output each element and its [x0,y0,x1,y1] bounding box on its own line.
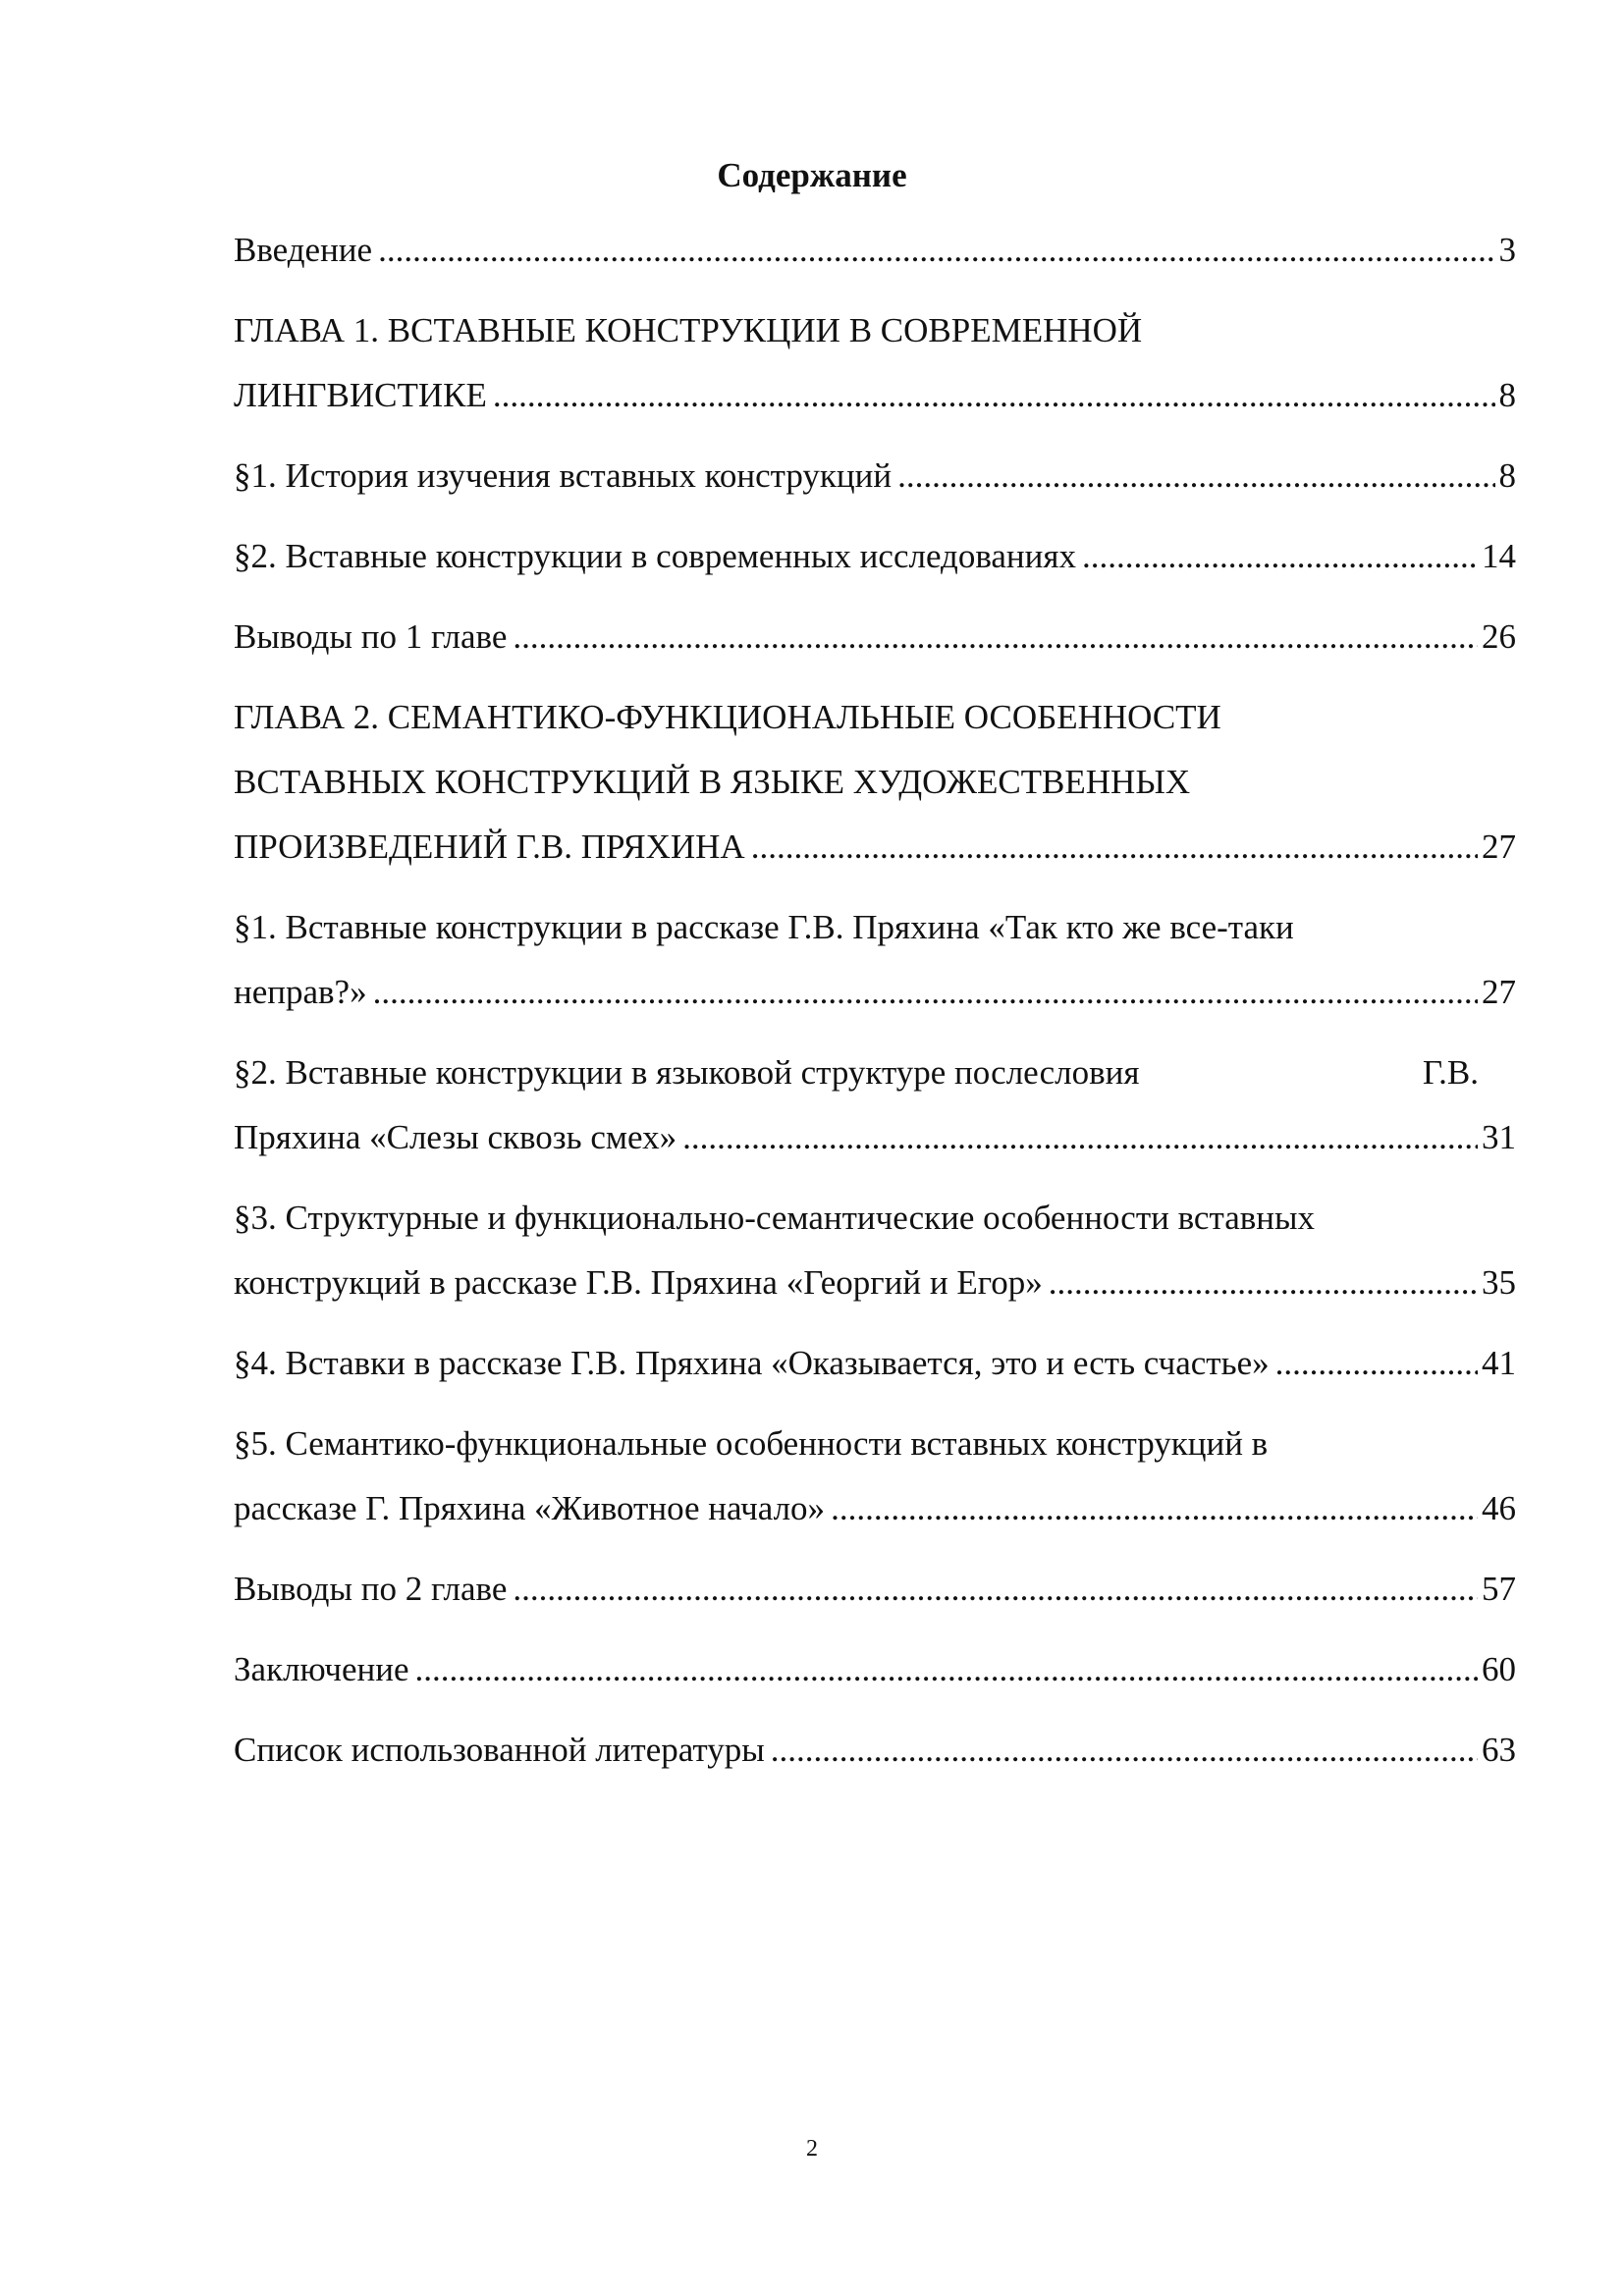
dot-leader [493,363,1495,428]
dot-leader [513,1557,1478,1622]
dot-leader [373,960,1478,1025]
toc-entry [234,298,1516,428]
toc-entry [234,1041,1516,1170]
toc-entry-final-line [234,605,1516,669]
toc-entry-line-start: §2. Вставные конструкции в языковой структуре послесловия [234,1053,1140,1092]
toc-page-number: 57 [1482,1570,1516,1608]
toc-entry-text: Пряхина «Слезы сквозь смех» [234,1118,677,1156]
toc-entry-line [234,1041,1516,1105]
toc-page-number: 8 [1498,456,1516,495]
toc-entry [234,605,1516,669]
toc-entry-final-line [234,444,1516,508]
toc-entry-text: Выводы по 2 главе [234,1570,508,1608]
table-of-contents [234,218,1516,1798]
toc-entry [234,685,1516,880]
toc-entry [234,444,1516,508]
toc-entry-text: §4. Вставки в рассказе Г.В. Пряхина «Оказывается, это и есть счастье» [234,1344,1270,1382]
toc-entry-line: ГЛАВА 1. ВСТАВНЫЕ КОНСТРУКЦИИ В СОВРЕМЕННОЙ [234,311,1143,349]
dot-leader [1275,1331,1478,1396]
toc-entry-line: ВСТАВНЫХ КОНСТРУКЦИЙ В ЯЗЫКЕ ХУДОЖЕСТВЕННЫХ [234,763,1191,801]
toc-entry [234,1718,1516,1783]
toc-page-number: 35 [1482,1263,1516,1302]
dot-leader [897,444,1494,508]
toc-entry-text: Выводы по 1 главе [234,617,508,656]
toc-page-number: 46 [1482,1489,1516,1527]
dot-leader [378,218,1494,283]
toc-entry-text: ЛИНГВИСТИКЕ [234,376,487,414]
toc-entry-final-line [234,1105,1516,1170]
toc-page-number: 41 [1482,1344,1516,1382]
dot-leader [831,1476,1478,1541]
toc-entry-text: Список использованной литературы [234,1731,765,1769]
toc-page-number: 60 [1482,1650,1516,1688]
toc-entry-text: §2. Вставные конструкции в современных исследованиях [234,537,1076,575]
toc-page-number: 8 [1498,376,1516,414]
toc-entry [234,1186,1516,1315]
toc-entry-line-end: Г.В. [1422,1053,1479,1092]
toc-entry-final-line [234,524,1516,589]
toc-entry-final-line [234,1251,1516,1315]
page-title: Содержание [717,156,907,194]
toc-entry-final-line [234,1557,1516,1622]
toc-entry-final-line [234,960,1516,1025]
dot-leader [1049,1251,1478,1315]
toc-page-number: 63 [1482,1731,1516,1769]
toc-entry-text: Заключение [234,1650,409,1688]
toc-entry [234,1331,1516,1396]
toc-entry-final-line [234,218,1516,283]
dot-leader [513,605,1478,669]
toc-entry-final-line [234,1331,1516,1396]
toc-entry-final-line [234,363,1516,428]
toc-entry-text: неправ?» [234,973,367,1011]
toc-entry-final-line [234,1637,1516,1702]
toc-entry-text: §1. История изучения вставных конструкций [234,456,893,495]
toc-page-number: 31 [1482,1118,1516,1156]
toc-entry-text: Введение [234,231,373,269]
toc-entry [234,524,1516,589]
toc-page-number: 27 [1482,973,1516,1011]
toc-page-number: 27 [1482,828,1516,866]
toc-page-number: 14 [1482,537,1516,575]
dot-leader [1082,524,1478,589]
toc-entry-final-line [234,1718,1516,1783]
dot-leader [682,1105,1478,1170]
toc-entry-final-line [234,1476,1516,1541]
toc-entry-line: §1. Вставные конструкции в рассказе Г.В. Пряхина «Так кто же все-таки [234,908,1294,946]
toc-entry-text: ПРОИЗВЕДЕНИЙ Г.В. ПРЯХИНА [234,828,745,866]
toc-entry-line: §5. Семантико-функциональные особенности вставных конструкций в [234,1424,1269,1463]
toc-page-number: 3 [1498,231,1516,269]
toc-entry-text: рассказе Г. Пряхина «Животное начало» [234,1489,826,1527]
toc-entry [234,218,1516,283]
toc-page-number: 26 [1482,617,1516,656]
toc-entry-text: конструкций в рассказе Г.В. Пряхина «Георгий и Егор» [234,1263,1043,1302]
page-number: 2 [806,2136,818,2162]
toc-entry [234,1412,1516,1541]
dot-leader [771,1718,1478,1783]
dot-leader [751,815,1478,880]
toc-entry-line: ГЛАВА 2. СЕМАНТИКО-ФУНКЦИОНАЛЬНЫЕ ОСОБЕННОСТИ [234,698,1221,736]
toc-entry [234,1557,1516,1622]
toc-entry [234,895,1516,1025]
toc-entry-final-line [234,815,1516,880]
dot-leader [415,1637,1479,1702]
toc-entry-line: §3. Структурные и функционально-семантические особенности вставных [234,1199,1315,1237]
toc-entry [234,1637,1516,1702]
